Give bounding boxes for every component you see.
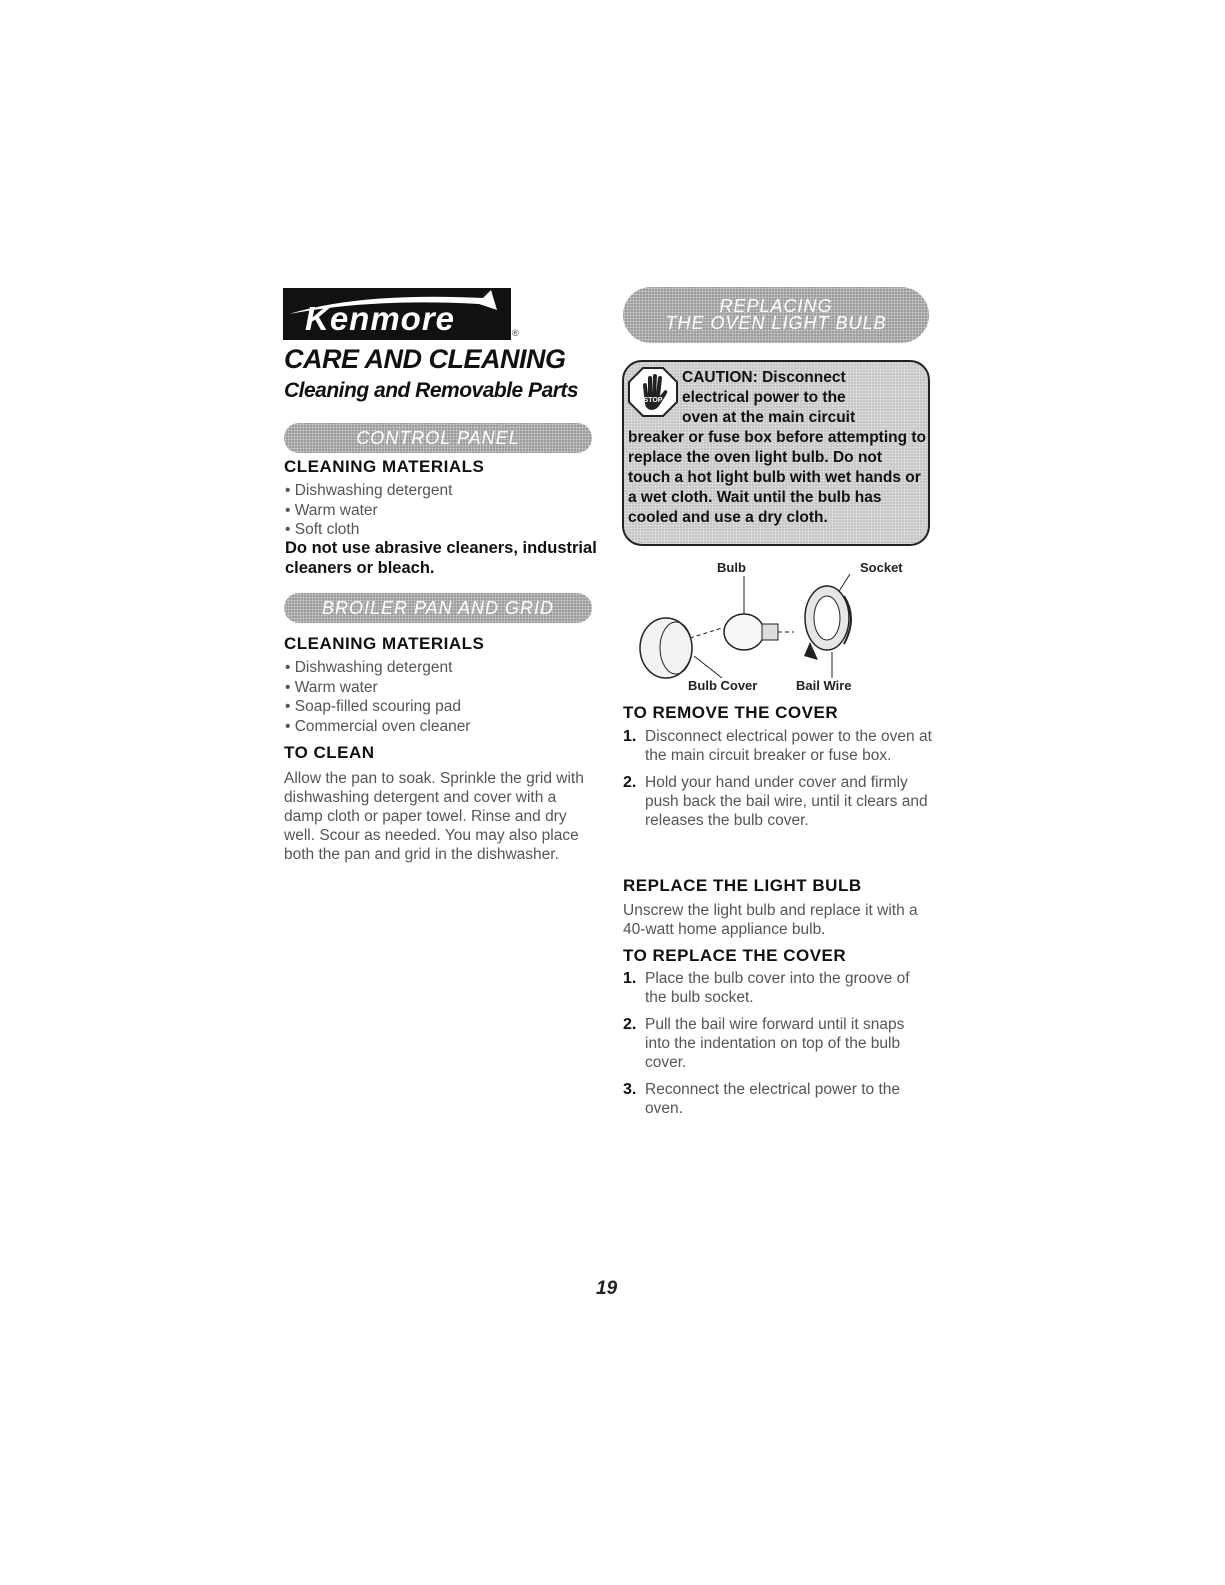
list-item: • Dishwashing detergent [285,658,585,678]
step-number: 1. [623,728,637,745]
label-bulb-cover: Bulb Cover [688,678,758,693]
list-item: • Warm water [285,678,585,698]
section-banner-replacing-bulb [623,287,929,343]
step-text: Disconnect electrical power to the oven at the main circuit breaker or fuse box. [645,728,932,764]
section-heading: CLEANING MATERIALS [284,634,485,653]
list-item: • Soft cloth [285,520,585,540]
clean-instructions: Allow the pan to soak. Sprinkle the grid with dishwashing detergent and cover with a damp cloth or paper towel. Rinse and dry well. Scour as needed. You may also place both the pan and grid in the dishwasher. [284,770,584,863]
registered-mark: ® [512,328,519,338]
caution-line: oven at the main circuit [682,409,856,426]
banner-label-line1: REPLACING [719,296,833,316]
step-number: 2. [623,774,637,791]
banner-label: CONTROL PANEL [356,427,520,448]
list-item: • Soap-filled scouring pad [285,697,585,717]
step-text: Reconnect the electrical power to the oven. [645,1081,901,1117]
replace-bulb-text: Unscrew the light bulb and replace it with a 40-watt home appliance bulb. [623,902,918,938]
logo-text: Kenmore [305,300,456,337]
replace-cover-steps [623,969,933,1126]
label-socket: Socket [860,560,903,575]
list-item: • Warm water [285,501,585,521]
warning-text: Do not use abrasive cleaners, industrial cleaners or bleach. [285,539,597,577]
list-item: • Commercial oven cleaner [285,717,585,737]
page-title: CARE AND CLEANING [284,344,566,374]
remove-steps [623,727,933,838]
list-item [623,727,933,765]
step-number: 3. [623,1081,637,1098]
stop-icon-text: STOP [643,397,663,404]
section-heading: TO REPLACE THE COVER [623,946,847,965]
label-bulb: Bulb [717,560,746,575]
step-text: Place the bulb cover into the groove of the bulb socket. [645,970,910,1006]
list-item [623,1080,933,1118]
caution-box [622,360,930,546]
section-heading: TO REMOVE THE COVER [623,703,839,722]
section-heading: CLEANING MATERIALS [284,457,485,476]
list-item [623,1015,933,1072]
page-number: 19 [596,1278,618,1299]
bulb-diagram-illustration [622,556,928,696]
label-bail-wire: Bail Wire [796,678,852,693]
step-number: 1. [623,970,637,987]
list-item [623,969,933,1007]
bulb-diagram [622,556,928,696]
caution-body: breaker or fuse box before attempting to replace the oven light bulb. Do not touch a hot light bulb with wet hands or a wet cloth. Wait until the bulb has cooled and use a dry cloth. [628,429,926,526]
caution-line: CAUTION: Disconnect [682,369,846,386]
section-banner-control-panel [284,423,592,453]
step-text: Pull the bail wire forward until it snaps into the indentation on top of the bulb cover. [645,1016,905,1071]
materials-list [285,481,585,540]
banner-label-line2: THE OVEN LIGHT BULB [665,313,887,333]
list-item [623,773,933,830]
section-banner-broiler [284,593,592,623]
list-item: • Dishwashing detergent [285,481,585,501]
caution-text [628,368,926,528]
banner-label: BROILER PAN AND GRID [321,597,555,618]
materials-list [285,658,585,736]
caution-line: electrical power to the [682,389,846,406]
page-subtitle: Cleaning and Removable Parts [284,379,579,402]
section-heading: REPLACE THE LIGHT BULB [623,876,862,895]
kenmore-logo [283,288,511,340]
step-text: Hold your hand under cover and firmly push back the bail wire, until it clears and releases the bulb cover. [645,774,928,829]
section-heading: TO CLEAN [284,743,375,762]
step-number: 2. [623,1016,637,1033]
